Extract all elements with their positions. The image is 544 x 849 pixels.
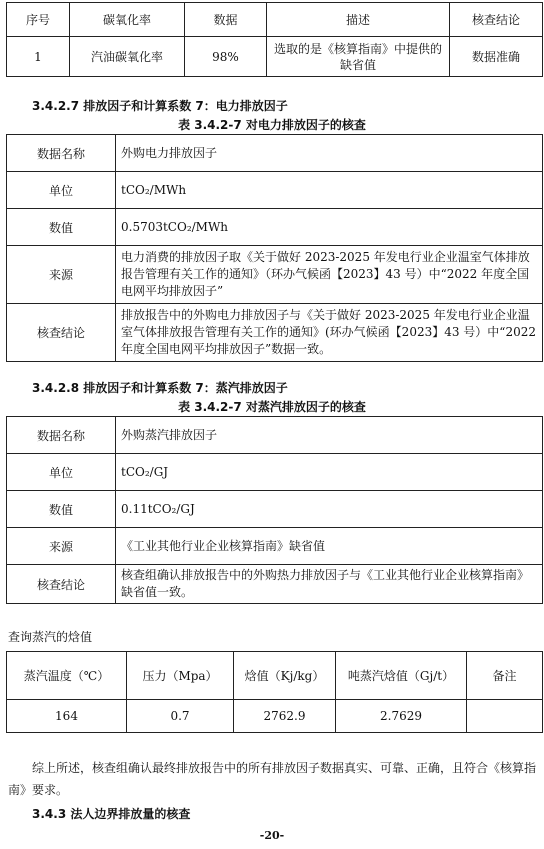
value-value: 0.5703tCO₂/MWh (116, 209, 543, 246)
label-value: 数值 (7, 491, 116, 528)
table-row (7, 135, 543, 172)
value-data-name: 外购蒸汽排放因子 (116, 417, 543, 454)
value-conclusion: 排放报告中的外购电力排放因子与《关于做好 2023-2025 年发电行业企业温室气体排放报告管理有关工作的通知》(环办气候函【2023】43 号）中“2022 年度全国电网平均排放因子”数据一致。 (116, 304, 543, 362)
header-conclusion: 核查结论 (450, 3, 543, 37)
cell-conclusion: 数据准确 (450, 37, 543, 77)
page-number: -20- (259, 829, 285, 842)
value-value: 0.11tCO₂/GJ (116, 491, 543, 528)
table-row (7, 172, 543, 209)
table-row (7, 417, 543, 454)
label-source: 来源 (7, 246, 116, 304)
table-caption-steam: 表 3.4.2-7 对蒸汽排放因子的核查 (178, 400, 366, 414)
table-row (7, 246, 543, 304)
cell-temperature: 164 (7, 700, 127, 733)
cell-pressure: 0.7 (127, 700, 234, 733)
header-ton-enthalpy: 吨蒸汽焓值（Gj/t） (336, 652, 467, 700)
table-row (7, 565, 543, 604)
label-value: 数值 (7, 209, 116, 246)
label-unit: 单位 (7, 172, 116, 209)
section-heading-steam: 3.4.2.8 排放因子和计算系数 7：蒸汽排放因子 (32, 381, 288, 395)
table-row (7, 304, 543, 362)
header-enthalpy: 焓值（Kj/kg） (234, 652, 336, 700)
header-temperature: 蒸汽温度（℃） (7, 652, 127, 700)
header-oxidation-rate: 碳氧化率 (70, 3, 185, 37)
summary-paragraph: 综上所述，核查组确认最终排放报告中的所有排放因子数据真实、可靠、正确，且符合《核算指南》要求。 (8, 761, 537, 797)
cell-description: 选取的是《核算指南》中提供的缺省值 (267, 37, 450, 77)
electricity-factor-table (6, 134, 543, 362)
cell-oxidation-rate: 汽油碳氧化率 (70, 37, 185, 77)
section-heading-boundary: 3.4.3 法人边界排放量的核查 (32, 807, 191, 821)
label-conclusion: 核查结论 (7, 304, 116, 362)
table-caption-electricity: 表 3.4.2-7 对电力排放因子的核查 (178, 118, 366, 132)
value-source: 《工业其他行业企业核算指南》缺省值 (116, 528, 543, 565)
table-row (7, 700, 543, 733)
table-row (7, 528, 543, 565)
label-source: 来源 (7, 528, 116, 565)
table-row (7, 37, 543, 77)
label-unit: 单位 (7, 454, 116, 491)
table-row (7, 491, 543, 528)
section-heading-electricity: 3.4.2.7 排放因子和计算系数 7：电力排放因子 (32, 99, 288, 113)
cell-index: 1 (7, 37, 70, 77)
table-row (7, 209, 543, 246)
cell-enthalpy: 2762.9 (234, 700, 336, 733)
value-data-name: 外购电力排放因子 (116, 135, 543, 172)
steam-enthalpy-title: 查询蒸汽的焓值 (8, 630, 93, 644)
header-data: 数据 (185, 3, 267, 37)
value-conclusion: 核查组确认排放报告中的外购热力排放因子与《工业其他行业企业核算指南》缺省值一致。 (116, 565, 543, 604)
carbon-oxidation-table (6, 2, 543, 77)
header-description: 描述 (267, 3, 450, 37)
header-index: 序号 (7, 3, 70, 37)
cell-data: 98% (185, 37, 267, 77)
value-source: 电力消费的排放因子取《关于做好 2023-2025 年发电行业企业温室气体排放报告管理有关工作的通知》（环办气候函【2023】43 号）中“2022 年度全国电网平均排放因子” (116, 246, 543, 304)
header-pressure: 压力（Mpa） (127, 652, 234, 700)
cell-ton-enthalpy: 2.7629 (336, 700, 467, 733)
table-row (7, 454, 543, 491)
label-conclusion: 核查结论 (7, 565, 116, 604)
steam-factor-table (6, 416, 543, 604)
cell-remarks (467, 700, 543, 733)
header-remarks: 备注 (467, 652, 543, 700)
label-data-name: 数据名称 (7, 135, 116, 172)
label-data-name: 数据名称 (7, 417, 116, 454)
value-unit: tCO₂/MWh (116, 172, 543, 209)
value-unit: tCO₂/GJ (116, 454, 543, 491)
steam-enthalpy-table (6, 651, 543, 733)
